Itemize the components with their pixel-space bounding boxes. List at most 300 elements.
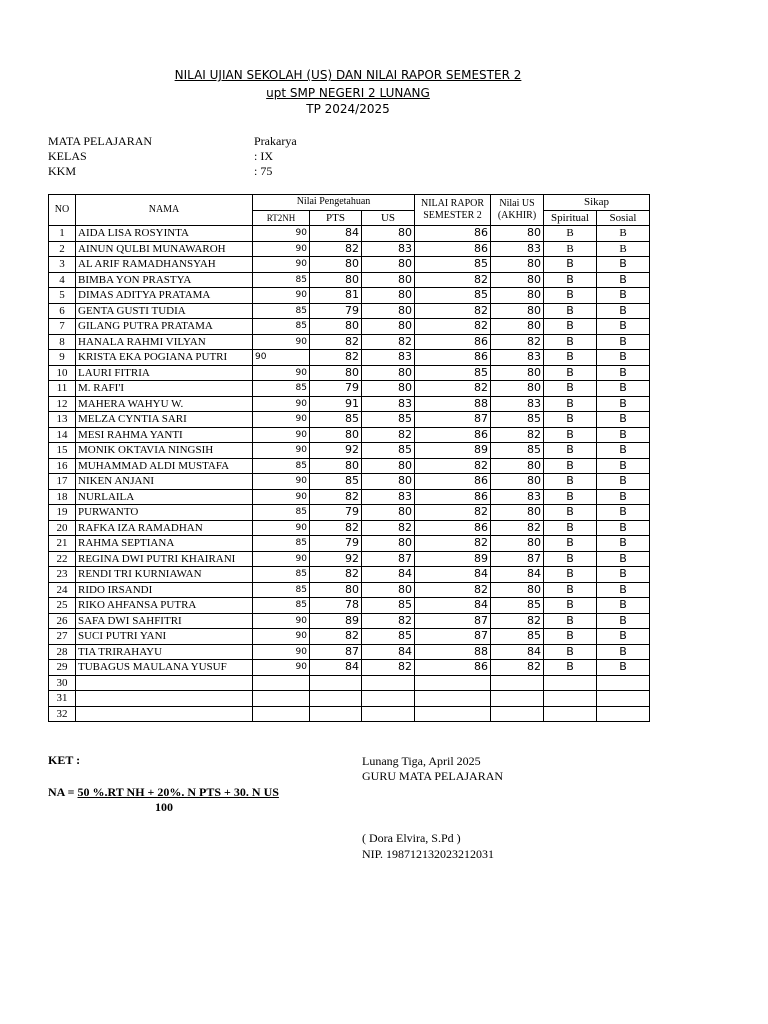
rt2nh-score [253, 706, 310, 722]
student-name [76, 675, 253, 691]
final-us-score: 80 [491, 458, 544, 474]
rt2nh-score: 90 [253, 613, 310, 629]
student-name: RIKO AHFANSA PUTRA [76, 598, 253, 614]
table-header-row-1 [49, 195, 650, 211]
final-us-score: 83 [491, 489, 544, 505]
row-number: 26 [49, 613, 76, 629]
social-grade: B [597, 396, 650, 412]
spiritual-grade: B [544, 567, 597, 583]
table-row [49, 350, 650, 366]
col-attitude-header: Sikap [544, 195, 650, 211]
report-score: 82 [415, 505, 491, 521]
student-name: REGINA DWI PUTRI KHAIRANI [76, 551, 253, 567]
na-formula-prefix: NA = [48, 785, 78, 799]
final-us-score: 83 [491, 396, 544, 412]
table-row [49, 474, 650, 490]
student-name: MUHAMMAD ALDI MUSTAFA [76, 458, 253, 474]
table-row [49, 660, 650, 676]
row-number: 2 [49, 241, 76, 257]
na-formula-body: 50 %.RT NH + 20%. N PTS + 30. N US [77, 785, 279, 799]
social-grade: B [597, 458, 650, 474]
social-grade: B [597, 474, 650, 490]
final-us-score: 80 [491, 381, 544, 397]
report-score: 84 [415, 567, 491, 583]
col-final-us-header [491, 195, 544, 226]
social-grade: B [597, 381, 650, 397]
us-score: 80 [362, 458, 415, 474]
final-us-score: 80 [491, 288, 544, 304]
final-us-score: 80 [491, 536, 544, 552]
final-us-score: 85 [491, 443, 544, 459]
spiritual-grade: B [544, 489, 597, 505]
row-number: 12 [49, 396, 76, 412]
spiritual-grade: B [544, 598, 597, 614]
student-name: RENDI TRI KURNIAWAN [76, 567, 253, 583]
table-row [49, 334, 650, 350]
pts-score: 85 [310, 412, 362, 428]
pts-score: 81 [310, 288, 362, 304]
social-grade: B [597, 629, 650, 645]
teacher-name: ( Dora Elvira, S.Pd ) [362, 831, 461, 845]
pts-score: 82 [310, 241, 362, 257]
student-name: M. RAFI'I [76, 381, 253, 397]
col-rt2nh-header: RT2NH [253, 210, 310, 226]
table-row [49, 551, 650, 567]
report-score: 86 [415, 520, 491, 536]
table-row [49, 412, 650, 428]
final-us-score: 80 [491, 257, 544, 273]
table-row [49, 257, 650, 273]
table-row [49, 613, 650, 629]
rt2nh-score: 90 [253, 288, 310, 304]
spiritual-grade: B [544, 536, 597, 552]
student-name: SAFA DWI SAHFITRI [76, 613, 253, 629]
rt2nh-score: 85 [253, 567, 310, 583]
social-grade: B [597, 257, 650, 273]
social-grade: B [597, 489, 650, 505]
us-score: 80 [362, 288, 415, 304]
us-score: 80 [362, 381, 415, 397]
rt2nh-score: 90 [253, 412, 310, 428]
student-name: AINUN QULBI MUNAWAROH [76, 241, 253, 257]
row-number: 15 [49, 443, 76, 459]
row-number: 16 [49, 458, 76, 474]
student-name: NIKEN ANJANI [76, 474, 253, 490]
row-number: 7 [49, 319, 76, 335]
rt2nh-score: 85 [253, 458, 310, 474]
table-row [49, 272, 650, 288]
spiritual-grade: B [544, 241, 597, 257]
report-score: 88 [415, 396, 491, 412]
social-grade [597, 675, 650, 691]
pts-score: 82 [310, 629, 362, 645]
pts-score: 82 [310, 350, 362, 366]
student-name: DIMAS ADITYA PRATAMA [76, 288, 253, 304]
kkm-label: KKM [48, 164, 77, 178]
student-name: KRISTA EKA POGIANA PUTRI [76, 350, 253, 366]
table-row [49, 505, 650, 521]
pts-score: 82 [310, 520, 362, 536]
teacher-nip: NIP. 198712132023212031 [362, 847, 495, 861]
row-number: 20 [49, 520, 76, 536]
rt2nh-score: 85 [253, 582, 310, 598]
row-number: 31 [49, 691, 76, 707]
table-row [49, 443, 650, 459]
us-score: 80 [362, 536, 415, 552]
pts-score: 82 [310, 334, 362, 350]
rt2nh-score: 85 [253, 319, 310, 335]
school-name: upt SMP NEGERI 2 LUNANG [266, 86, 430, 100]
report-score: 82 [415, 272, 491, 288]
spiritual-grade: B [544, 660, 597, 676]
pts-score: 80 [310, 319, 362, 335]
social-grade [597, 691, 650, 707]
pts-score: 80 [310, 427, 362, 443]
pts-score: 85 [310, 474, 362, 490]
pts-score: 80 [310, 272, 362, 288]
table-row [49, 303, 650, 319]
us-score: 82 [362, 520, 415, 536]
spiritual-grade: B [544, 443, 597, 459]
row-number: 5 [49, 288, 76, 304]
student-name: LAURI FITRIA [76, 365, 253, 381]
report-score: 82 [415, 536, 491, 552]
table-row [49, 381, 650, 397]
social-grade: B [597, 551, 650, 567]
student-name: BIMBA YON PRASTYA [76, 272, 253, 288]
row-number: 32 [49, 706, 76, 722]
final-us-score: 82 [491, 427, 544, 443]
col-knowledge-header: Nilai Pengetahuan [253, 195, 415, 211]
final-us-score: 80 [491, 365, 544, 381]
student-name: SUCI PUTRI YANI [76, 629, 253, 645]
spiritual-grade: B [544, 551, 597, 567]
spiritual-grade: B [544, 427, 597, 443]
row-number: 24 [49, 582, 76, 598]
social-grade: B [597, 582, 650, 598]
us-score: 83 [362, 396, 415, 412]
table-row [49, 644, 650, 660]
rt2nh-score: 90 [253, 334, 310, 350]
rt2nh-score: 90 [253, 520, 310, 536]
social-grade: B [597, 613, 650, 629]
spiritual-grade: B [544, 381, 597, 397]
final-us-score: 82 [491, 334, 544, 350]
rt2nh-score: 90 [253, 396, 310, 412]
report-score: 88 [415, 644, 491, 660]
pts-score: 82 [310, 489, 362, 505]
pts-score: 84 [310, 226, 362, 242]
pts-score: 78 [310, 598, 362, 614]
us-score: 85 [362, 412, 415, 428]
spiritual-grade: B [544, 458, 597, 474]
subject-label: MATA PELAJARAN [48, 134, 153, 148]
us-score: 80 [362, 582, 415, 598]
student-name: GILANG PUTRA PRATAMA [76, 319, 253, 335]
us-score: 85 [362, 443, 415, 459]
spiritual-grade: B [544, 226, 597, 242]
social-grade: B [597, 226, 650, 242]
spiritual-grade: B [544, 505, 597, 521]
rt2nh-score: 90 [253, 241, 310, 257]
table-row [49, 629, 650, 645]
table-row [49, 365, 650, 381]
pts-score: 80 [310, 257, 362, 273]
social-grade: B [597, 598, 650, 614]
pts-score: 80 [310, 458, 362, 474]
report-score: 86 [415, 427, 491, 443]
social-grade: B [597, 365, 650, 381]
rt2nh-score: 90 [253, 629, 310, 645]
class-value: : IX [254, 149, 273, 163]
final-us-score [491, 691, 544, 707]
us-score: 80 [362, 365, 415, 381]
col-pts-header: PTS [310, 210, 362, 226]
pts-score: 87 [310, 644, 362, 660]
final-us-score: 84 [491, 644, 544, 660]
teacher-role: GURU MATA PELAJARAN [362, 769, 504, 783]
table-row [49, 582, 650, 598]
final-us-score: 84 [491, 567, 544, 583]
table-row [49, 520, 650, 536]
row-number: 11 [49, 381, 76, 397]
col-report-header-line1: NILAI RAPOR [420, 198, 485, 209]
us-score: 85 [362, 598, 415, 614]
us-score: 87 [362, 551, 415, 567]
student-name: RAFKA IZA RAMADHAN [76, 520, 253, 536]
spiritual-grade: B [544, 365, 597, 381]
report-score: 86 [415, 489, 491, 505]
social-grade: B [597, 427, 650, 443]
report-score: 85 [415, 288, 491, 304]
rt2nh-score: 90 [253, 427, 310, 443]
student-name: TIA TRIRAHAYU [76, 644, 253, 660]
final-us-score: 87 [491, 551, 544, 567]
rt2nh-score: 85 [253, 598, 310, 614]
pts-score: 80 [310, 365, 362, 381]
table-row [49, 567, 650, 583]
social-grade [597, 706, 650, 722]
final-us-score [491, 706, 544, 722]
table-row [49, 458, 650, 474]
social-grade: B [597, 334, 650, 350]
us-score: 83 [362, 489, 415, 505]
student-name: MAHERA WAHYU W. [76, 396, 253, 412]
row-number: 4 [49, 272, 76, 288]
pts-score [310, 706, 362, 722]
report-score: 86 [415, 226, 491, 242]
us-score: 85 [362, 629, 415, 645]
pts-score [310, 675, 362, 691]
col-us-header: US [362, 210, 415, 226]
report-score: 85 [415, 365, 491, 381]
table-row [49, 489, 650, 505]
student-name: HANALA RAHMI VILYAN [76, 334, 253, 350]
row-number: 9 [49, 350, 76, 366]
col-final-us-header-line1: Nilai US [499, 198, 535, 209]
report-score: 86 [415, 334, 491, 350]
table-row [49, 241, 650, 257]
final-us-score: 80 [491, 303, 544, 319]
pts-score: 80 [310, 582, 362, 598]
rt2nh-score: 90 [253, 551, 310, 567]
rt2nh-score: 90 [253, 660, 310, 676]
final-us-score: 80 [491, 474, 544, 490]
social-grade: B [597, 536, 650, 552]
spiritual-grade: B [544, 474, 597, 490]
spiritual-grade: B [544, 520, 597, 536]
pts-score: 92 [310, 551, 362, 567]
us-score: 82 [362, 660, 415, 676]
row-number: 10 [49, 365, 76, 381]
table-row [49, 598, 650, 614]
student-name: MELZA CYNTIA SARI [76, 412, 253, 428]
table-row [49, 536, 650, 552]
spiritual-grade: B [544, 272, 597, 288]
spiritual-grade: B [544, 334, 597, 350]
spiritual-grade: B [544, 396, 597, 412]
place-date: Lunang Tiga, April 2025 [362, 754, 481, 768]
rt2nh-score: 90 [253, 489, 310, 505]
student-name: RAHMA SEPTIANA [76, 536, 253, 552]
spiritual-grade: B [544, 257, 597, 273]
row-number: 18 [49, 489, 76, 505]
table-row [49, 706, 650, 722]
us-score: 82 [362, 613, 415, 629]
final-us-score: 85 [491, 412, 544, 428]
rt2nh-score [253, 691, 310, 707]
final-us-score: 82 [491, 613, 544, 629]
rt2nh-score: 85 [253, 536, 310, 552]
row-number: 14 [49, 427, 76, 443]
rt2nh-score: 85 [253, 303, 310, 319]
col-report-header-line2: SEMESTER 2 [423, 210, 482, 221]
us-score: 84 [362, 644, 415, 660]
report-score: 82 [415, 458, 491, 474]
social-grade: B [597, 272, 650, 288]
spiritual-grade: B [544, 412, 597, 428]
report-score: 86 [415, 474, 491, 490]
row-number: 13 [49, 412, 76, 428]
final-us-score: 80 [491, 319, 544, 335]
report-score: 86 [415, 350, 491, 366]
spiritual-grade: B [544, 319, 597, 335]
us-score: 80 [362, 319, 415, 335]
pts-score: 89 [310, 613, 362, 629]
ket-label: KET : [48, 753, 81, 767]
final-us-score: 82 [491, 520, 544, 536]
table-row [49, 427, 650, 443]
report-score [415, 706, 491, 722]
social-grade: B [597, 241, 650, 257]
row-number: 22 [49, 551, 76, 567]
row-number: 19 [49, 505, 76, 521]
us-score [362, 691, 415, 707]
social-grade: B [597, 412, 650, 428]
row-number: 23 [49, 567, 76, 583]
rt2nh-score: 85 [253, 381, 310, 397]
student-name: RIDO IRSANDI [76, 582, 253, 598]
rt2nh-score: 90 [253, 365, 310, 381]
class-label: KELAS [48, 149, 87, 163]
pts-score: 79 [310, 303, 362, 319]
report-score: 87 [415, 412, 491, 428]
final-us-score: 85 [491, 598, 544, 614]
row-number: 29 [49, 660, 76, 676]
row-number: 3 [49, 257, 76, 273]
report-score [415, 675, 491, 691]
spiritual-grade: B [544, 582, 597, 598]
final-us-score: 83 [491, 241, 544, 257]
spiritual-grade: B [544, 288, 597, 304]
us-score: 80 [362, 303, 415, 319]
final-us-score: 80 [491, 272, 544, 288]
us-score [362, 675, 415, 691]
pts-score: 79 [310, 536, 362, 552]
student-name: MONIK OKTAVIA NINGSIH [76, 443, 253, 459]
us-score: 84 [362, 567, 415, 583]
table-row [49, 226, 650, 242]
social-grade: B [597, 319, 650, 335]
student-name [76, 691, 253, 707]
social-grade: B [597, 644, 650, 660]
rt2nh-score: 85 [253, 272, 310, 288]
pts-score: 79 [310, 505, 362, 521]
row-number: 1 [49, 226, 76, 242]
student-name [76, 706, 253, 722]
social-grade: B [597, 660, 650, 676]
pts-score [310, 691, 362, 707]
pts-score: 84 [310, 660, 362, 676]
col-no-header: NO [49, 195, 76, 226]
rt2nh-score: 90 [253, 474, 310, 490]
table-row [49, 319, 650, 335]
us-score: 80 [362, 505, 415, 521]
social-grade: B [597, 505, 650, 521]
rt2nh-score: 90 [253, 226, 310, 242]
final-us-score: 82 [491, 660, 544, 676]
row-number: 6 [49, 303, 76, 319]
pts-score: 82 [310, 567, 362, 583]
subject-value: Prakarya [254, 134, 297, 148]
student-name: TUBAGUS MAULANA YUSUF [76, 660, 253, 676]
pts-score: 79 [310, 381, 362, 397]
student-name: NURLAILA [76, 489, 253, 505]
us-score: 80 [362, 226, 415, 242]
us-score: 82 [362, 427, 415, 443]
kkm-value: : 75 [254, 164, 273, 178]
student-name: MESI RAHMA YANTI [76, 427, 253, 443]
pts-score: 92 [310, 443, 362, 459]
row-number: 17 [49, 474, 76, 490]
student-name: AL ARIF RAMADHANSYAH [76, 257, 253, 273]
report-score: 82 [415, 319, 491, 335]
social-grade: B [597, 567, 650, 583]
spiritual-grade: B [544, 350, 597, 366]
rt2nh-score: 90 [253, 257, 310, 273]
col-report-header [415, 195, 491, 226]
rt2nh-score: 85 [253, 505, 310, 521]
us-score: 83 [362, 350, 415, 366]
row-number: 25 [49, 598, 76, 614]
row-number: 8 [49, 334, 76, 350]
us-score: 83 [362, 241, 415, 257]
row-number: 21 [49, 536, 76, 552]
table-row [49, 691, 650, 707]
spiritual-grade: B [544, 629, 597, 645]
table-row [49, 396, 650, 412]
final-us-score: 80 [491, 505, 544, 521]
